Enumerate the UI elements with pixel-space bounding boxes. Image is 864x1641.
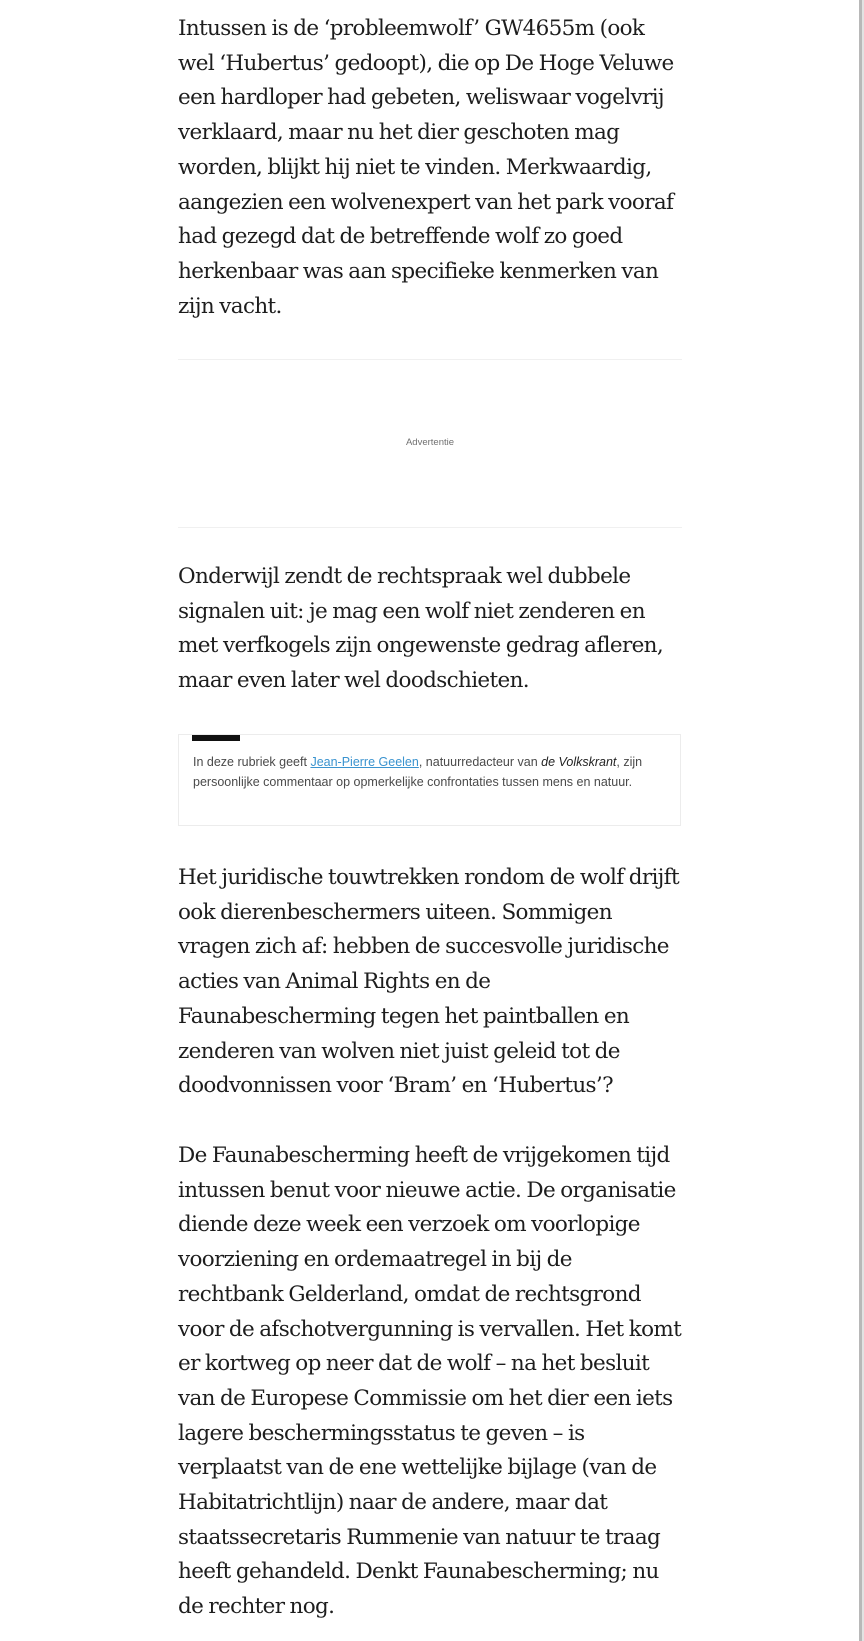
article-paragraph: De Faunabescherming heeft de vrijgekomen tijd intussen benut voor nieuwe actie. De organisatie diende deze week een verzoek om voorlopige voorziening en ordemaatregel in bij de rechtbank Gelderland, omdat de rechtsgrond voor de afschotvergunning is vervallen. Het komt er kortweg op neer dat de wolf – na het besluit van de Europese Commissie om het dier een iets lagere beschermingsstatus te geven – is verplaatst van de ene wettelijke bijlage (van de Habitatrichtlijn) naar de andere, maar dat staatssecretaris Rummenie van natuur te traag heeft gehandeld. Denkt Faunabescherming; nu de rechter nog. — [178, 1143, 682, 1620]
infobox-accent-bar — [192, 735, 240, 741]
article-paragraph: Intussen is de ‘probleemwolf’ GW4655m (ook wel ‘Hubertus’ gedoopt), die op De Hoge Veluwe een hardloper had gebeten, weliswaar vogelvrij verklaard, maar nu het dier geschoten mag worden, blijkt hij niet te vinden. Merkwaardig, aangezien een wolvenexpert van het park vooraf had gezegd dat de betreffende wolf zo goed herkenbaar was aan specifieke kenmerken van zijn vacht. — [178, 16, 674, 319]
article-paragraph: Het juridische touwtrekken rondom de wolf drijft ook dierenbeschermers uiteen. Sommigen vragen zich af: hebben de succesvolle juridische acties van Animal Rights en de Faunabescherming tegen het paintballen en zenderen van wolven niet juist geleid tot de doodvonnissen voor ‘Bram’ en ‘Hubertus’? — [178, 865, 679, 1099]
advertisement-label: Advertentie — [405, 437, 455, 448]
infobox-text — [193, 753, 673, 792]
article-paragraph: Onderwijl zendt de rechtspraak wel dubbele signalen uit: je mag een wolf niet zenderen en met verfkogels zijn ongewenste gedrag afleren, maar even later wel doodschieten. — [178, 564, 664, 694]
column-info-box — [178, 734, 681, 826]
author-link[interactable]: Jean-Pierre Geelen — [310, 755, 419, 769]
infobox-middle: , natuurredacteur van — [418, 755, 542, 769]
infobox-suffix: , zijn persoonlijke commentaar op opmerkelijke confrontaties tussen mens en natuur. — [193, 755, 643, 789]
scrollbar[interactable] — [859, 0, 864, 1641]
publication-name: de Volkskrant — [541, 755, 617, 769]
advertisement-slot — [178, 359, 682, 528]
infobox-prefix: In deze rubriek geeft — [193, 755, 311, 769]
